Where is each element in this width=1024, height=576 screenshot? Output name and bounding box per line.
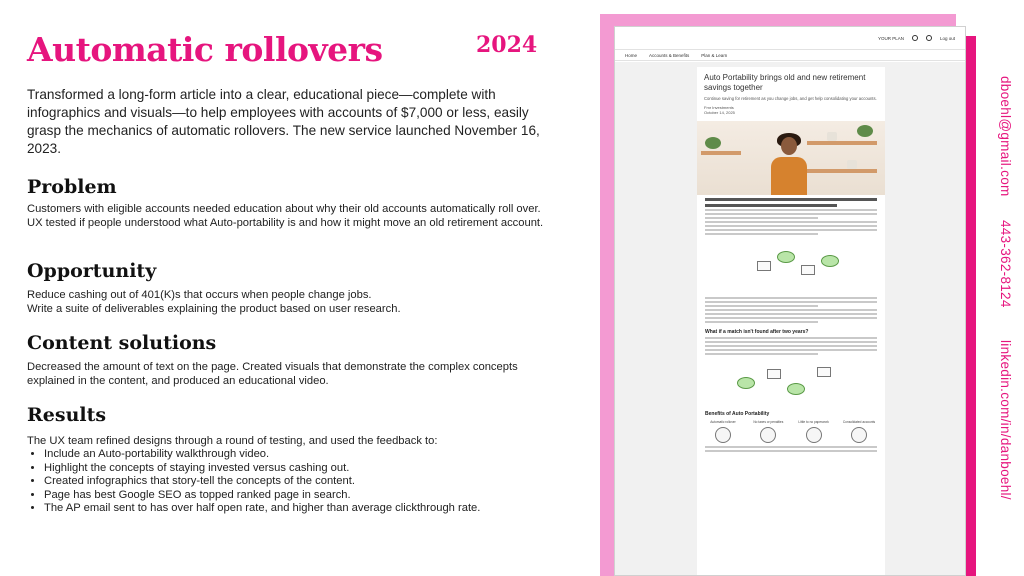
list-item: • Created infographics that story-tell the concepts of the content. — [44, 475, 544, 489]
benefit-item: Automatic rollover — [705, 420, 741, 443]
byline-author: Fmr Investments — [704, 105, 734, 110]
problem-heading: Problem — [27, 176, 117, 198]
list-item: • Highlight the concepts of staying invested versus cashing out. — [44, 462, 544, 476]
list-item: • The AP email sent to has over half open rate, and higher than average clickthrough rate. — [44, 502, 544, 516]
article-subtitle: Continue saving for retirement as you change jobs, and get help consolidating your accounts. — [704, 96, 877, 101]
match-diagram — [697, 361, 885, 405]
section-heading: What if a match isn't found after two years? — [705, 329, 809, 335]
contact-email[interactable]: dboehl@gmail.com — [998, 76, 1013, 197]
benefit-item: Consolidated accounts — [841, 420, 877, 443]
article-mockup — [614, 26, 966, 576]
logout-link[interactable]: Log out — [939, 35, 955, 41]
page-title: Automatic rollovers — [27, 30, 383, 69]
benefit-item: No taxes or penalties — [750, 420, 786, 443]
nav-item-plan[interactable]: Plan & Learn — [701, 52, 728, 58]
article-title: Auto Portability brings old and new retirement savings together — [704, 73, 866, 92]
mockup-article — [697, 67, 885, 576]
mockup-nav — [615, 49, 965, 61]
benefits-heading: Benefits of Auto Portability — [705, 411, 770, 417]
year-label: 2024 — [476, 32, 538, 58]
your-plan-link[interactable]: YOUR PLAN — [877, 35, 904, 41]
byline-date: October 14, 2025 — [704, 110, 735, 115]
content-solutions-text: Decreased the amount of text on the page. Created visuals that demonstrate the complex concepts explained in the content, and produced an educational video. — [27, 361, 518, 387]
opportunity-line-2: Write a suite of deliverables explaining the product based on user research. — [27, 303, 401, 315]
search-icon[interactable] — [912, 35, 918, 41]
nav-item-home[interactable]: Home — [625, 52, 638, 58]
hero-image — [697, 121, 885, 195]
rollover-diagram — [697, 241, 885, 295]
benefits-row — [705, 420, 877, 443]
opportunity-heading: Opportunity — [27, 260, 157, 282]
list-item: • Include an Auto-portability walkthrough video. — [44, 448, 544, 462]
mockup-topbar — [615, 27, 965, 49]
nav-item-accounts[interactable]: Accounts & Benefits — [649, 52, 690, 58]
contact-phone[interactable]: 443-362-8124 — [998, 220, 1013, 308]
article-byline — [704, 105, 878, 115]
results-heading: Results — [27, 404, 107, 426]
results-text: The UX team refined designs through a round of testing, and used the feedback to: — [27, 435, 438, 447]
intro-paragraph: Transformed a long-form article into a clear, educational piece—complete with infographics and visuals—to help employees with accounts of $7,000 or less, easily grasp the mechanics of automatic rollovers. The new service launched November 16, 2023. — [27, 87, 540, 156]
benefit-item: Little to no paperwork — [796, 420, 832, 443]
person-illustration — [767, 137, 811, 195]
results-list — [44, 448, 544, 516]
user-icon[interactable] — [926, 35, 932, 41]
problem-text: Customers with eligible accounts needed education about why their old accounts automatically roll over. UX tested if people understood what Auto-portability is and how it might move an old retirement account. — [27, 203, 544, 229]
opportunity-line-1: Reduce cashing out of 401(K)s that occurs when people change jobs. — [27, 289, 372, 301]
content-solutions-heading: Content solutions — [27, 332, 217, 354]
contact-linkedin[interactable]: linkedin.com/in/danboehl/ — [998, 340, 1013, 500]
list-item: • Page has best Google SEO as topped ranked page in search. — [44, 489, 544, 503]
